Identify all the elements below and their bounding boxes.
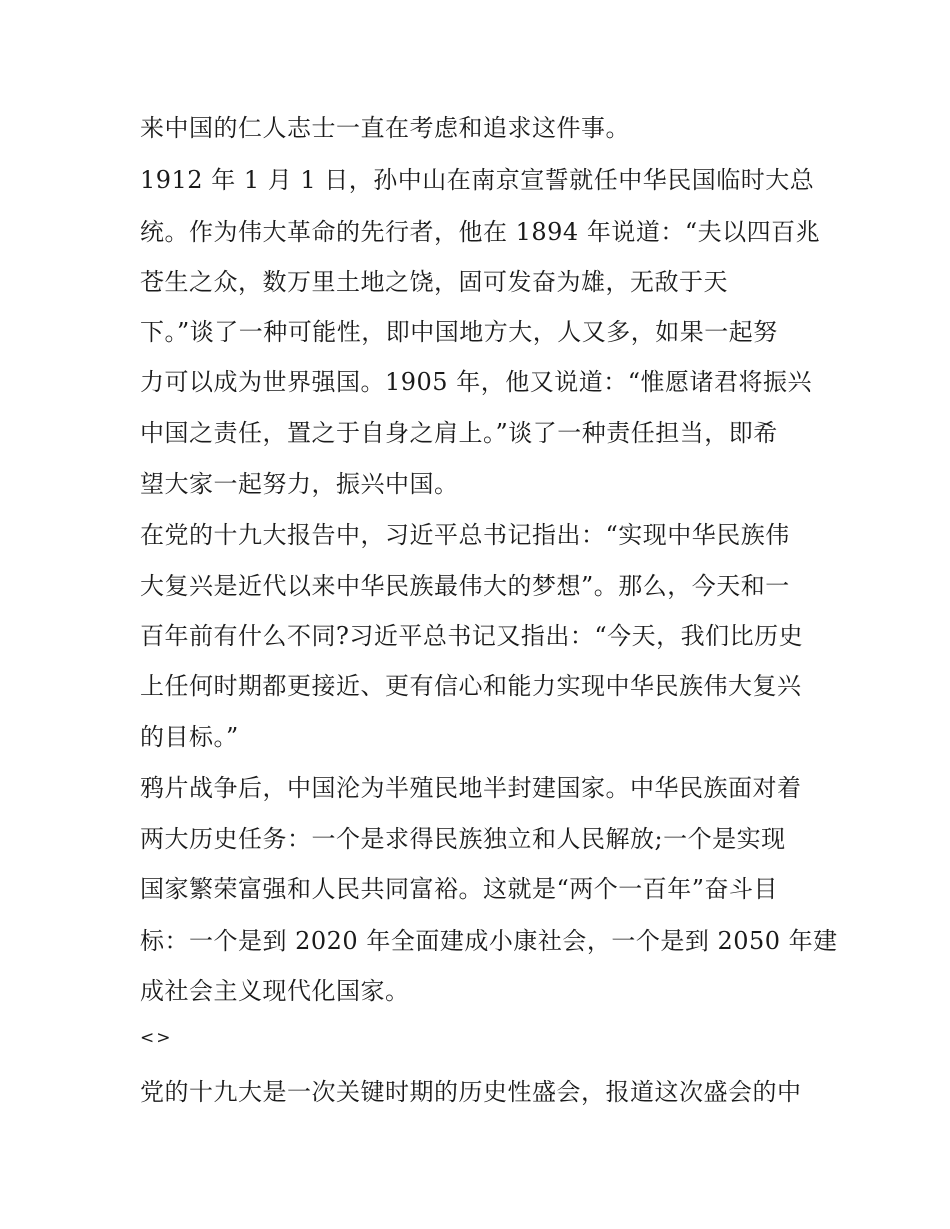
text-line: 百年前有什么不同?习近平总书记又指出：“今天，我们比历史 [140,622,804,650]
text-line: 来中国的仁人志士一直在考虑和追求这件事。 [140,114,630,142]
text-line: 成社会主义现代化国家。 [140,977,410,1005]
text-line: 标：一个是到 2020 年全面建成小康社会，一个是到 2050 年建 [140,927,838,955]
text-line: 下。”谈了一种可能性，即中国地方大，人又多，如果一起努 [140,318,778,346]
text-line: 两大历史任务：一个是求得民族独立和人民解放;一个是实现 [140,825,786,853]
text-line: 鸦片战争后，中国沦为半殖民地半封建国家。中华民族面对着 [140,774,802,802]
text-line: 的目标。” [140,723,239,751]
text-line: 大复兴是近代以来中华民族最伟大的梦想”。那么，今天和一 [140,572,790,600]
text-line: 中国之责任，置之于自身之肩上。”谈了一种责任担当，即希 [140,419,778,447]
text-line: 力可以成为世界强国。1905 年，他又说道：“惟愿诸君将振兴 [140,368,812,396]
text-line: 统。作为伟大革命的先行者，他在 1894 年说道：“夫以四百兆 [140,218,821,246]
separator-marker: <> [140,1028,173,1048]
text-line: 1912 年 1 月 1 日，孙中山在南京宣誓就任中华民国临时大总 [140,166,815,194]
text-line: 在党的十九大报告中，习近平总书记指出：“实现中华民族伟 [140,521,790,549]
text-line: 望大家一起努力，振兴中国。 [140,470,459,498]
text-line: 党的十九大是一次关键时期的历史性盛会，报道这次盛会的中 [140,1078,802,1106]
text-line: 苍生之众，数万里土地之饶，固可发奋为雄，无敌于天 [140,268,728,296]
text-line: 国家繁荣富强和人民共同富裕。这就是“两个一百年”奋斗目 [140,875,779,903]
text-line: 上任何时期都更接近、更有信心和能力实现中华民族伟大复兴 [140,672,802,700]
